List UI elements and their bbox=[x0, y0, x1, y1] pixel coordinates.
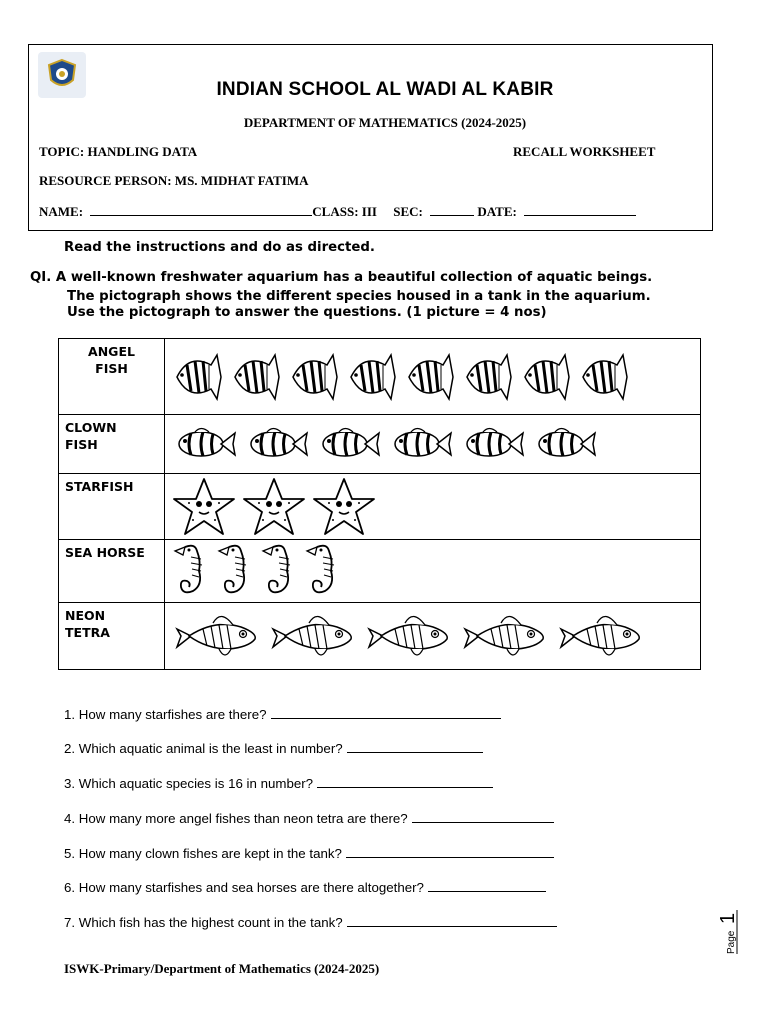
pictograph-row-sea-horse bbox=[59, 540, 701, 603]
question-text: 2. Which aquatic animal is the least in number? bbox=[64, 741, 343, 756]
sec-blank[interactable] bbox=[430, 203, 474, 216]
icon-cell bbox=[165, 415, 701, 474]
icon-row bbox=[165, 474, 700, 539]
neon-tetra-icon bbox=[171, 607, 263, 665]
answer-blank[interactable] bbox=[347, 740, 483, 753]
neon-tetra-icon bbox=[459, 607, 551, 665]
question-4 bbox=[64, 810, 554, 826]
question-text: 6. How many starfishes and sea horses are there altogether? bbox=[64, 880, 424, 895]
question-intro-line2: The pictograph shows the different species housed in a tank in the aquarium. bbox=[67, 289, 651, 304]
question-5 bbox=[64, 845, 554, 861]
angel-fish-icon bbox=[171, 349, 225, 405]
question-text: 4. How many more angel fishes than neon tetra are there? bbox=[64, 811, 408, 826]
row-label-text: ANGEL FISH bbox=[88, 344, 135, 376]
row-label bbox=[59, 415, 165, 474]
question-2 bbox=[64, 740, 483, 756]
seahorse-icon bbox=[303, 541, 343, 601]
row-label bbox=[59, 603, 165, 670]
angel-fish-icon bbox=[403, 349, 457, 405]
angel-fish-icon bbox=[345, 349, 399, 405]
question-intro-line1: QI. A well-known freshwater aquarium has a beautiful collection of aquatic beings. bbox=[30, 270, 653, 285]
starfish-icon bbox=[311, 476, 377, 538]
name-label: NAME: bbox=[39, 204, 84, 219]
row-label bbox=[59, 339, 165, 415]
icon-cell bbox=[165, 474, 701, 540]
icon-row bbox=[165, 415, 700, 473]
sec-label: SEC: bbox=[393, 204, 423, 219]
angel-fish-icon bbox=[229, 349, 283, 405]
clown-fish-icon bbox=[531, 424, 599, 464]
icon-cell bbox=[165, 603, 701, 670]
icon-row bbox=[165, 339, 700, 414]
question-6 bbox=[64, 879, 546, 895]
row-label-text: CLOWN FISH bbox=[65, 420, 117, 452]
name-blank[interactable] bbox=[90, 203, 312, 216]
pictograph-row-angel-fish bbox=[59, 339, 701, 415]
student-info-line bbox=[39, 203, 636, 220]
icon-row bbox=[165, 540, 700, 602]
answer-blank[interactable] bbox=[412, 810, 554, 823]
pictograph-table bbox=[58, 338, 701, 670]
question-7 bbox=[64, 914, 557, 930]
answer-blank[interactable] bbox=[347, 914, 557, 927]
question-1 bbox=[64, 706, 501, 722]
clown-fish-icon bbox=[171, 424, 239, 464]
seahorse-icon bbox=[259, 541, 299, 601]
clown-fish-icon bbox=[387, 424, 455, 464]
row-label bbox=[59, 474, 165, 540]
date-label: DATE: bbox=[477, 204, 517, 219]
row-label-text: NEON TETRA bbox=[65, 608, 110, 640]
date-blank[interactable] bbox=[524, 203, 636, 216]
clown-fish-icon bbox=[315, 424, 383, 464]
answer-blank[interactable] bbox=[317, 775, 493, 788]
resource-person: RESOURCE PERSON: MS. MIDHAT FATIMA bbox=[39, 173, 309, 188]
instruction-text: Read the instructions and do as directed. bbox=[64, 240, 375, 255]
pictograph-row-neon-tetra bbox=[59, 603, 701, 670]
icon-cell bbox=[165, 339, 701, 415]
question-text: 3. Which aquatic species is 16 in number? bbox=[64, 776, 314, 791]
angel-fish-icon bbox=[461, 349, 515, 405]
angel-fish-icon bbox=[577, 349, 631, 405]
starfish-icon bbox=[171, 476, 237, 538]
angel-fish-icon bbox=[519, 349, 573, 405]
icon-row bbox=[165, 603, 700, 669]
question-3 bbox=[64, 775, 493, 791]
page-label: Page bbox=[726, 930, 737, 954]
clown-fish-icon bbox=[243, 424, 311, 464]
row-label-text: SEA HORSE bbox=[65, 545, 145, 560]
neon-tetra-icon bbox=[555, 607, 647, 665]
question-text: 1. How many starfishes are there? bbox=[64, 707, 267, 722]
answer-blank[interactable] bbox=[346, 845, 554, 858]
neon-tetra-icon bbox=[267, 607, 359, 665]
neon-tetra-icon bbox=[363, 607, 455, 665]
starfish-icon bbox=[241, 476, 307, 538]
seahorse-icon bbox=[171, 541, 211, 601]
answer-blank[interactable] bbox=[271, 706, 501, 719]
page-digit: 1 bbox=[717, 912, 739, 924]
seahorse-icon bbox=[215, 541, 255, 601]
pictograph-row-starfish bbox=[59, 474, 701, 540]
class-label: CLASS: III bbox=[312, 204, 377, 219]
school-name: INDIAN SCHOOL AL WADI AL KABIR bbox=[216, 79, 554, 100]
angel-fish-icon bbox=[287, 349, 341, 405]
footer-text: ISWK-Primary/Department of Mathematics (2024-2025) bbox=[64, 961, 380, 976]
question-intro-line3: Use the pictograph to answer the questions. (1 picture = 4 nos) bbox=[67, 305, 547, 320]
question-text: 5. How many clown fishes are kept in the tank? bbox=[64, 846, 342, 861]
answer-blank[interactable] bbox=[428, 879, 546, 892]
page-number bbox=[716, 910, 750, 958]
clown-fish-icon bbox=[459, 424, 527, 464]
question-text: 7. Which fish has the highest count in the tank? bbox=[64, 915, 343, 930]
row-label-text: STARFISH bbox=[65, 479, 134, 494]
row-label bbox=[59, 540, 165, 603]
department-title: DEPARTMENT OF MATHEMATICS (2024-2025) bbox=[243, 115, 527, 130]
icon-cell bbox=[165, 540, 701, 603]
topic: TOPIC: HANDLING DATA bbox=[39, 144, 198, 159]
pictograph-row-clown-fish bbox=[59, 415, 701, 474]
worksheet-type: RECALL WORKSHEET bbox=[513, 144, 656, 159]
